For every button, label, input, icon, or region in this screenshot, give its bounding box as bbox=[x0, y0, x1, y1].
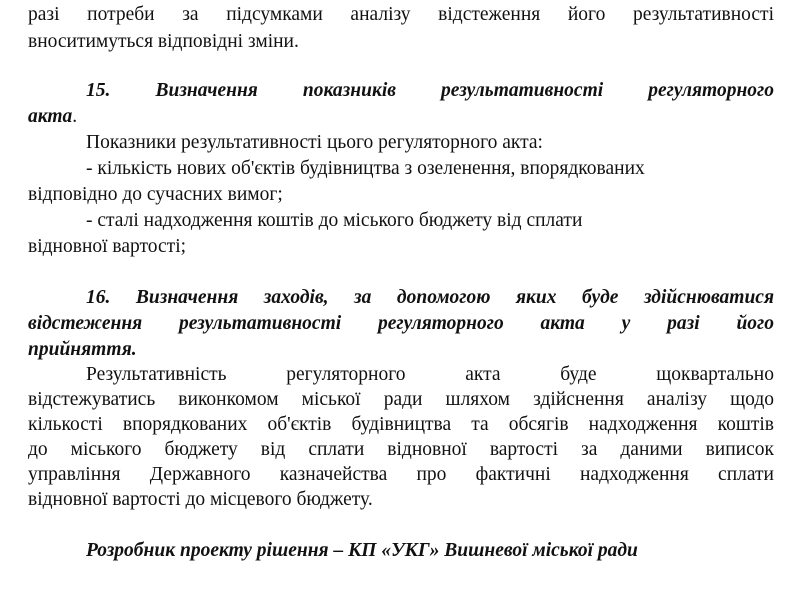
section-15-paragraph-line-4: - сталі надходження коштів до міського бюджету від сплати bbox=[86, 210, 583, 231]
section-15-heading-line-1: 15. Визначення показників результативності регуляторного bbox=[86, 80, 774, 101]
section-16-heading-line-2: відстеження результативності регуляторного акта у разі його bbox=[28, 313, 774, 334]
section-16-paragraph-line-5: управління Державного казначейства про фактичні надходження сплати bbox=[28, 464, 774, 485]
section-16-paragraph-line-2: відстежуватись виконкомом міської ради шляхом здійснення аналізу щодо bbox=[28, 389, 774, 410]
section-16-paragraph-line-6: відновної вартості до місцевого бюджету. bbox=[28, 489, 373, 510]
section-16-paragraph-line-4: до міського бюджету від сплати відновної вартості за даними виписок bbox=[28, 439, 774, 460]
section-16-heading-line-1: 16. Визначення заходів, за допомогою яких буде здійснюватися bbox=[86, 287, 774, 308]
intro-line-2: вноситимуться відповідні зміни. bbox=[28, 31, 299, 52]
section-16-paragraph-line-1: Результативність регуляторного акта буде щоквартально bbox=[86, 364, 774, 385]
signature-line: Розробник проекту рішення – КП «УКГ» Вишневої міської ради bbox=[86, 540, 638, 561]
section-15-paragraph-line-5: відновної вартості; bbox=[28, 236, 187, 257]
section-15-heading-word: акта bbox=[28, 106, 73, 127]
section-15-paragraph-line-2: - кількість нових об'єктів будівництва з озеленення, впорядкованих bbox=[86, 158, 645, 179]
section-15-heading-line-2 bbox=[28, 106, 774, 128]
section-15-heading-period: . bbox=[72, 106, 78, 127]
section-16-paragraph-line-3: кількості впорядкованих об'єктів будівництва та обсягів надходження коштів bbox=[28, 414, 774, 435]
intro-line-1: разі потреби за підсумками аналізу відстеження його результативності bbox=[28, 4, 774, 25]
section-15-paragraph-line-1: Показники результативності цього регуляторного акта: bbox=[86, 132, 543, 153]
section-15-paragraph-line-3: відповідно до сучасних вимог; bbox=[28, 184, 283, 205]
section-16-heading-line-3: прийняття. bbox=[28, 339, 137, 360]
